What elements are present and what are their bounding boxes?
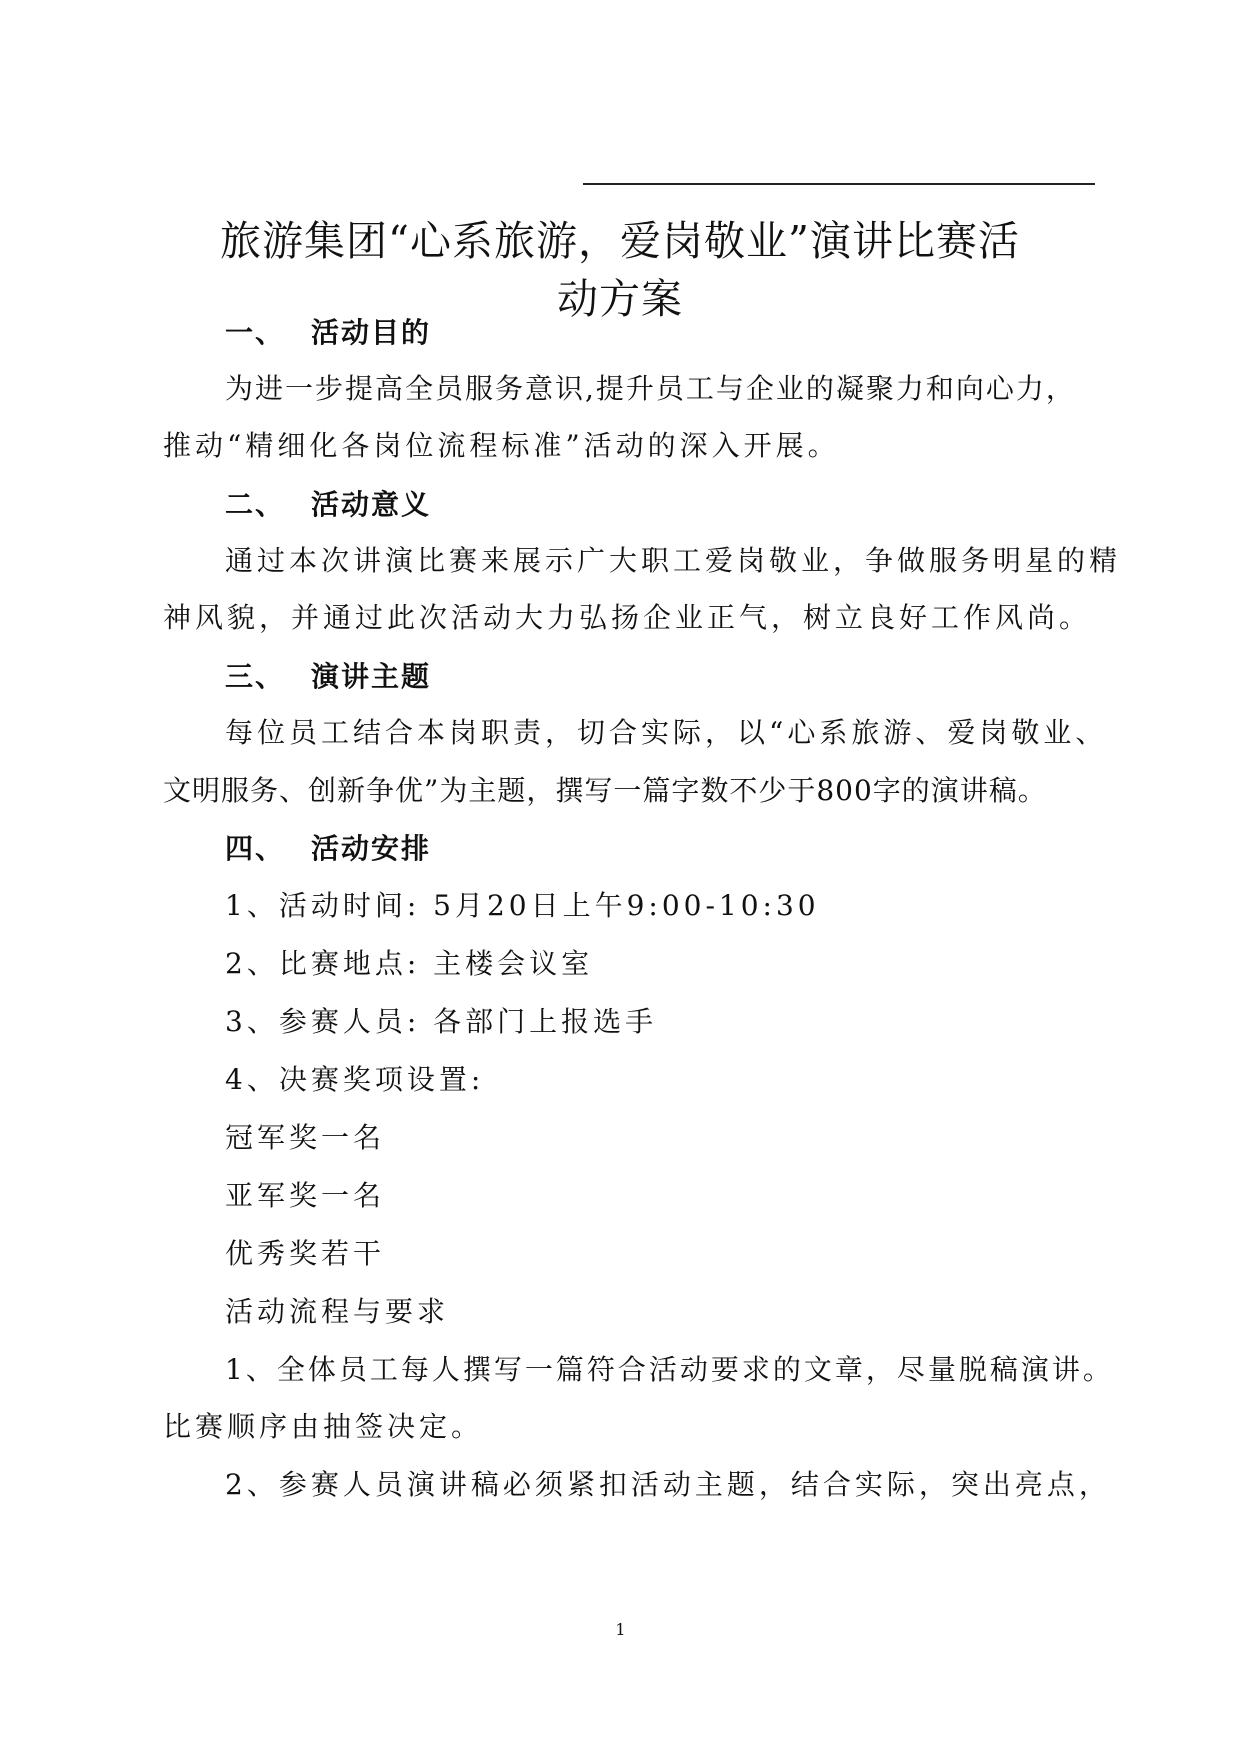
section-2-heading <box>225 485 431 525</box>
title-line-2: 动方案 <box>557 275 683 323</box>
award-runner-up-line: 亚军奖一名 <box>225 1179 386 1212</box>
section-1-paragraph-line-1: 为进一步提高全员服务意识,提升员工与企业的凝聚力和向心力， <box>225 372 1076 405</box>
header-rule <box>583 183 1095 185</box>
process-item-1-line-2: 比赛顺序由抽签决定。 <box>163 1410 484 1443</box>
section-3-number: 三、 <box>225 660 286 693</box>
document-title <box>150 212 1090 328</box>
section-3-paragraph-line-1: 每位员工结合本岗职责，切合实际，以“心系旅游、爱岗敬业、 <box>225 716 1108 749</box>
section-2-paragraph-line-1: 通过本次讲演比赛来展示广大职工爱岗敬业，争做服务明星的精 <box>225 544 1122 577</box>
title-line-1: 旅游集团“心系旅游，爱岗敬业”演讲比赛活 <box>220 217 1020 265</box>
section-3-paragraph-line-2: 文明服务、创新争优”为主题，撰写一篇字数不少于800字的演讲稿。 <box>163 774 1047 807</box>
award-champion-line: 冠军奖一名 <box>225 1121 386 1154</box>
schedule-venue-line: 2、比赛地点: 主楼会议室 <box>225 947 594 980</box>
section-3-heading <box>225 657 431 697</box>
schedule-participants-line: 3、参赛人员: 各部门上报选手 <box>225 1005 658 1038</box>
section-4-number: 四、 <box>225 832 286 865</box>
process-heading-line: 活动流程与要求 <box>225 1295 450 1328</box>
section-4-heading <box>225 829 431 869</box>
section-4-heading-text: 活动安排 <box>311 832 432 865</box>
section-1-heading <box>225 313 431 353</box>
page-number: 1 <box>615 1620 626 1639</box>
schedule-time-line: 1、活动时间: 5月20日上午9:00-10:30 <box>225 889 820 922</box>
award-excellence-line: 优秀奖若干 <box>225 1237 386 1270</box>
section-2-number: 二、 <box>225 488 286 521</box>
schedule-awards-line: 4、决赛奖项设置: <box>225 1063 485 1096</box>
section-2-heading-text: 活动意义 <box>311 488 432 521</box>
process-item-2-line-1: 2、参赛人员演讲稿必须紧扣活动主题，结合实际，突出亮点， <box>225 1468 1111 1501</box>
process-item-1-line-1: 1、全体员工每人撰写一篇符合活动要求的文章，尽量脱稿演讲。 <box>225 1353 1114 1386</box>
section-3-heading-text: 演讲主题 <box>311 660 432 693</box>
section-2-paragraph-line-2: 神风貌，并通过此次活动大力弘扬企业正气，树立良好工作风尚。 <box>163 601 1092 634</box>
section-1-paragraph-line-2: 推动“精细化各岗位流程标准”活动的深入开展。 <box>163 429 840 462</box>
section-1-number: 一、 <box>225 316 286 349</box>
section-1-heading-text: 活动目的 <box>311 316 432 349</box>
